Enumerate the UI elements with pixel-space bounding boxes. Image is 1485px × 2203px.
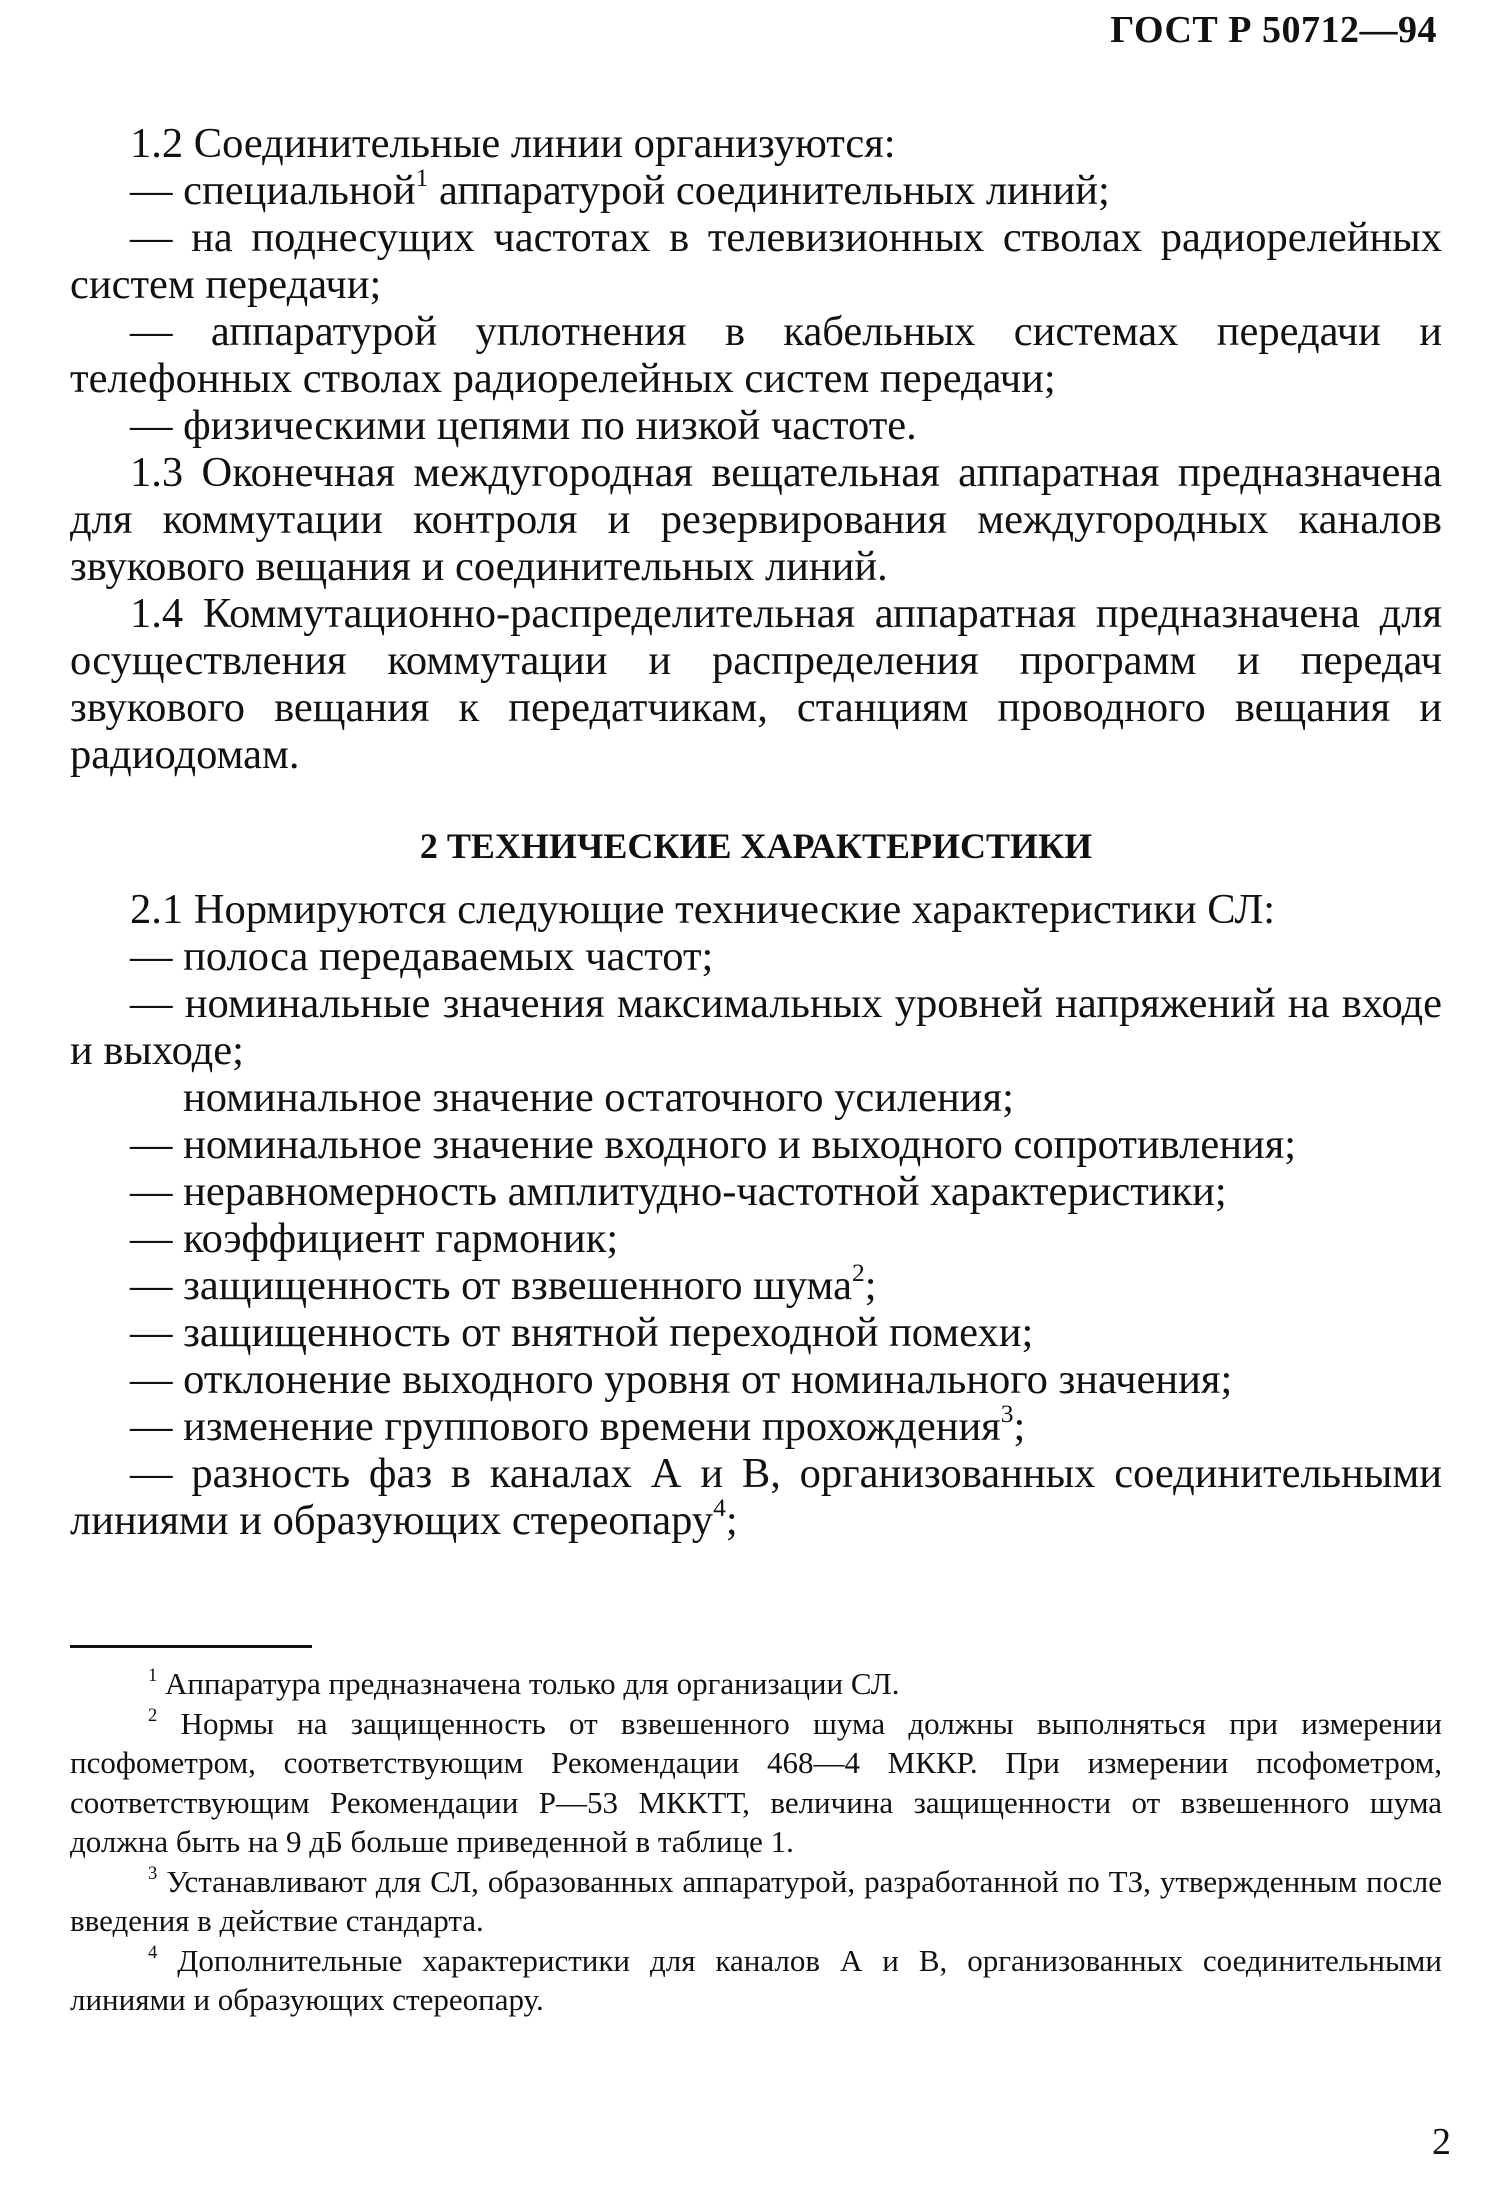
footnote-text: Нормы на защищенность от взвешенного шума должны выполняться при измерении псофометром, соответствующим Рекомендации 468—4 МККР. При измерении псофометром, соответствующим Рекомендации Р—53 МККТТ, величина защищенности от взвешенного шума должна быть на 9 дБ больше приведенной в таблице 1. xyxy=(70,1705,1442,1859)
document-code-header: ГОСТ Р 50712—94 xyxy=(1110,9,1437,51)
footnote-ref: 2 xyxy=(851,1258,865,1288)
list-item-text: ; xyxy=(864,1262,877,1309)
list-item: — полоса передаваемых частот; xyxy=(130,933,714,980)
list-item: — физическими цепями по низкой частоте. xyxy=(130,402,917,449)
section-2-title: 2 ТЕХНИЧЕСКИЕ ХАРАКТЕРИСТИКИ xyxy=(419,826,1093,866)
list-item: — защищенность от внятной переходной помехи; xyxy=(130,1309,1034,1356)
list-item: — неравномерность амплитудно-частотной характеристики; xyxy=(130,1168,1227,1215)
list-item xyxy=(70,1450,1442,1544)
footnote-mark: 2 xyxy=(148,1704,158,1726)
list-item: номинальное значение остаточного усиления; xyxy=(183,1074,1014,1121)
list-item xyxy=(70,163,1442,214)
page-number: 2 xyxy=(1432,2121,1451,2163)
clause-1-2: 1.2 Соединительные линии организуются: xyxy=(130,120,896,167)
list-item: — отклонение выходного уровня от номинального значения; xyxy=(130,1356,1233,1403)
footnote-2 xyxy=(70,1704,1442,1862)
list-item-text: — разность фаз в каналах А и В, организованных соединительными линиями и образующих стереопару xyxy=(70,1450,1442,1544)
footnote-mark: 3 xyxy=(148,1862,158,1884)
clause-2-1: 2.1 Нормируются следующие технические характеристики СЛ: xyxy=(130,886,1276,933)
footnote-text: Устанавливают для СЛ, образованных аппаратурой, разработанной по ТЗ, утвержденным после введения в действие стандарта. xyxy=(70,1863,1442,1938)
footnote-4 xyxy=(70,1941,1442,2020)
list-item-text: ; xyxy=(725,1497,738,1544)
footnote-ref: 4 xyxy=(713,1493,726,1523)
list-item xyxy=(70,1399,1442,1450)
footnote-ref: 3 xyxy=(1000,1399,1014,1429)
clause-1-3: 1.3 Оконечная междугородная вещательная аппаратная предназначена для коммутации контроля и резервирования междугородных каналов звукового вещания и соединительных линий. xyxy=(70,449,1442,590)
footnote-mark: 4 xyxy=(148,1941,158,1963)
clause-1-4: 1.4 Коммутационно-распределительная аппаратная предназначена для осуществления коммутации и распределения программ и передач звукового вещания к передатчикам, станциям проводного вещания и радиодомам. xyxy=(70,590,1442,778)
list-item: — номинальные значения максимальных уровней напряжений на входе и выходе; xyxy=(70,980,1442,1074)
list-item-text: — специальной xyxy=(130,167,416,214)
main-text xyxy=(70,120,1442,1544)
list-item: — коэффициент гармоник; xyxy=(130,1215,619,1262)
list-item xyxy=(70,1258,1442,1309)
footnote-text: Аппаратура предназначена только для организации СЛ. xyxy=(157,1666,900,1701)
footnotes xyxy=(70,1664,1442,2020)
footnote-text: Дополнительные характеристики для каналов А и В, организованных соединительными линиями и образующих стереопару. xyxy=(70,1942,1442,2017)
list-item: — номинальное значение входного и выходного сопротивления; xyxy=(130,1121,1297,1168)
footnote-3 xyxy=(70,1862,1442,1941)
footnote-mark: 1 xyxy=(148,1664,158,1686)
list-item: — аппаратурой уплотнения в кабельных системах передачи и телефонных стволах радиорелейных систем передачи; xyxy=(70,308,1442,402)
list-item-text: ; xyxy=(1013,1403,1026,1450)
footnote-ref: 1 xyxy=(415,163,429,193)
footnote-separator xyxy=(70,1645,312,1648)
footnote-1 xyxy=(70,1664,1442,1704)
list-item: — на поднесущих частотах в телевизионных стволах радиорелейных систем передачи; xyxy=(70,214,1442,308)
list-item-text: аппаратурой соединительных линий; xyxy=(428,167,1110,214)
list-item-text: — изменение группового времени прохождения xyxy=(130,1403,1001,1450)
list-item-text: — защищенность от взвешенного шума xyxy=(130,1262,852,1309)
